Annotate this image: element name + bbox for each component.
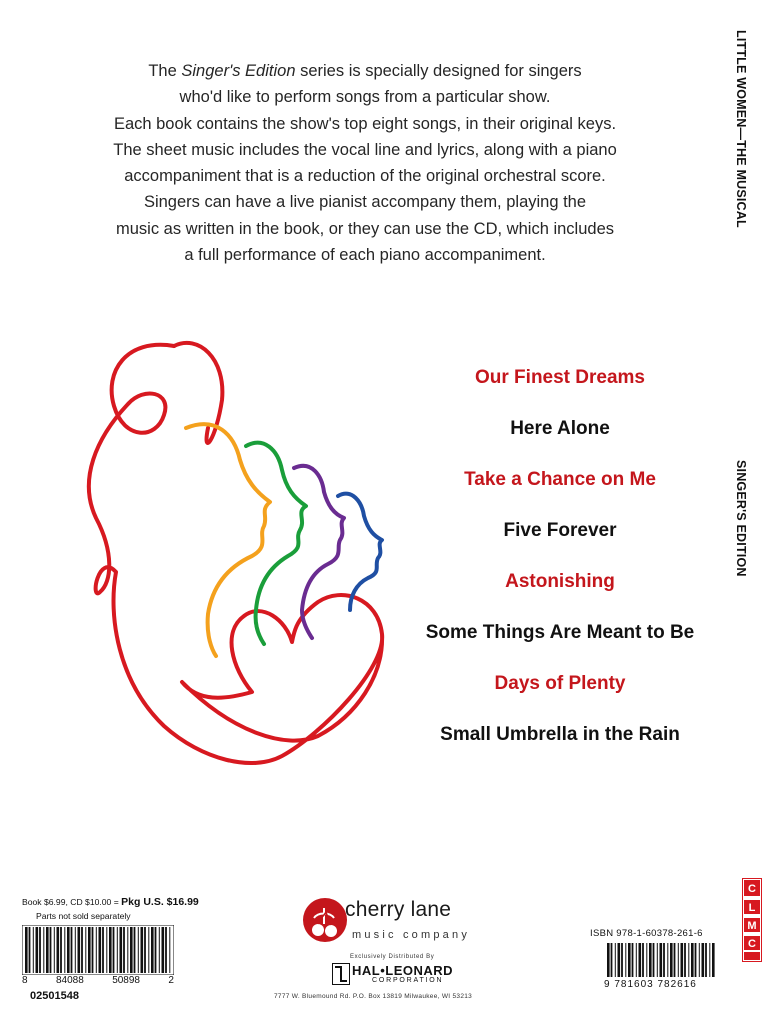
barcode-bar xyxy=(165,927,167,973)
barcode-bar xyxy=(611,943,613,977)
barcode-bar xyxy=(130,927,133,973)
distributed-by-label: Exclusively Distributed By xyxy=(350,954,435,960)
barcode-bar xyxy=(138,927,139,973)
barcode-bar xyxy=(657,943,658,977)
barcode-bar xyxy=(649,943,652,977)
barcode-bar xyxy=(695,943,697,977)
barcode-bar xyxy=(141,927,144,973)
distributor-address: 7777 W. Bluemound Rd. P.O. Box 13819 Milwaukee, WI 53213 xyxy=(274,993,473,1000)
barcode-bar xyxy=(615,943,616,977)
barcode-bar xyxy=(628,943,631,977)
isbn-barcode-digits: 9 781603 782616 xyxy=(604,979,697,990)
intro-line: accompaniment that is a reduction of the original orchestral score. xyxy=(124,167,606,186)
barcode-bar xyxy=(39,927,41,973)
barcode-bar xyxy=(29,927,31,973)
distributor-subtitle: CORPORATION xyxy=(372,977,444,984)
barcode-bar xyxy=(92,927,94,973)
publisher-subtitle: music company xyxy=(352,929,471,941)
barcode-bar xyxy=(120,927,123,973)
song-title: Five Forever xyxy=(503,520,617,541)
barcode-bar xyxy=(618,943,621,977)
barcode-bar xyxy=(663,943,665,977)
barcode-bar xyxy=(667,943,668,977)
barcode-bar xyxy=(151,927,154,973)
barcode-bar xyxy=(33,927,34,973)
barcode-bar xyxy=(109,927,112,973)
barcode-bar xyxy=(106,927,107,973)
barcode-bar xyxy=(117,927,118,973)
catalog-number: 02501548 xyxy=(30,990,79,1002)
barcode-bar xyxy=(85,927,86,973)
package-price: Pkg U.S. $16.99 xyxy=(121,896,199,908)
song-title: Small Umbrella in the Rain xyxy=(440,724,680,745)
intro-line-start: The xyxy=(148,62,182,80)
upc-digit-group: 84088 xyxy=(55,975,84,986)
barcode-bar xyxy=(169,927,170,973)
barcode-bar xyxy=(621,943,623,977)
price-line xyxy=(22,896,199,908)
clmc-letter: M xyxy=(747,920,757,932)
intro-paragraph xyxy=(60,58,670,268)
barcode-bar xyxy=(702,943,705,977)
barcode-bar xyxy=(71,927,73,973)
barcode-bar xyxy=(660,943,663,977)
song-title: Our Finest Dreams xyxy=(475,367,645,388)
isbn-text: ISBN 978-1-60378-261-6 xyxy=(590,928,703,939)
barcode-bar xyxy=(64,927,65,973)
intro-line: who'd like to perform songs from a particular show. xyxy=(179,88,551,107)
barcode-bar xyxy=(705,943,707,977)
intro-line-end: series is specially designed for singers xyxy=(295,62,582,80)
distributor-name: HAL•LEONARD xyxy=(352,963,454,978)
clmc-letter: C xyxy=(748,938,756,950)
spine-edition: SINGER'S EDITION xyxy=(734,460,748,577)
barcode-bar xyxy=(99,927,102,973)
barcode-bar xyxy=(607,943,610,977)
barcode-bar xyxy=(639,943,642,977)
barcode-bar xyxy=(144,927,146,973)
barcode-bar xyxy=(148,927,149,973)
barcode-bar xyxy=(75,927,76,973)
clmc-letter: C xyxy=(748,883,756,895)
intro-line: a full performance of each piano accompaniment. xyxy=(184,246,546,265)
intro-line: Singers can have a live pianist accompany them, playing the xyxy=(143,193,587,212)
barcode-bar xyxy=(691,943,694,977)
barcode-bar xyxy=(699,943,700,977)
intro-line: music as written in the book, or they can use the CD, which includes xyxy=(116,219,614,238)
barcode-bar xyxy=(646,943,647,977)
barcode-bar xyxy=(712,943,715,977)
barcode-bar xyxy=(709,943,710,977)
barcode-bar xyxy=(81,927,83,973)
upc-digit-group: 50898 xyxy=(112,975,140,986)
barcode-bar xyxy=(625,943,626,977)
barcode-bar xyxy=(681,943,684,977)
barcode-bar xyxy=(127,927,128,973)
price-breakdown: Book $6.99, CD $10.00 = xyxy=(22,897,122,907)
barcode-bar xyxy=(162,927,165,973)
hal-leonard-icon xyxy=(332,963,350,985)
parts-note: Parts not sold separately xyxy=(36,911,131,921)
barcode-bar xyxy=(674,943,676,977)
barcode-bar xyxy=(159,927,160,973)
song-title: Take a Chance on Me xyxy=(464,469,656,490)
song-title: Days of Plenty xyxy=(494,673,626,694)
barcode-bar xyxy=(78,927,81,973)
barcode-bar xyxy=(632,943,634,977)
upc-digits xyxy=(22,975,174,986)
clmc-logo xyxy=(742,878,762,962)
song-title: Here Alone xyxy=(510,418,610,439)
barcode-bar xyxy=(25,927,28,973)
barcode-bar xyxy=(636,943,637,977)
barcode-bar xyxy=(670,943,673,977)
isbn-barcode xyxy=(604,941,716,979)
barcode-bar xyxy=(96,927,97,973)
barcode-bar xyxy=(67,927,70,973)
song-title: Some Things Are Meant to Be xyxy=(425,622,695,643)
barcode-bar xyxy=(88,927,91,973)
barcode-bar xyxy=(155,927,157,973)
upc-digit-group: 8 xyxy=(22,975,28,986)
barcode-bar xyxy=(54,927,55,973)
series-name: Singer's Edition xyxy=(181,62,296,80)
barcode-bar xyxy=(653,943,655,977)
intro-line xyxy=(60,58,670,84)
barcode-bar xyxy=(678,943,679,977)
intro-line: Each book contains the show's top eight songs, in their original keys. xyxy=(113,114,617,133)
cherry-icon xyxy=(300,894,350,950)
intro-line: The sheet music includes the vocal line and lyrics, along with a piano xyxy=(113,140,617,159)
barcode-bar xyxy=(36,927,39,973)
barcode-bar xyxy=(43,927,44,973)
barcode-bar xyxy=(46,927,49,973)
barcode-bar xyxy=(642,943,644,977)
clmc-letter: L xyxy=(748,902,756,914)
ribbon-heart-artwork xyxy=(56,320,396,800)
spine-title: LITTLE WOMEN—THE MUSICAL xyxy=(734,30,748,228)
barcode-bar xyxy=(123,927,125,973)
publisher-name: cherry lane xyxy=(345,898,452,921)
barcode-bar xyxy=(102,927,104,973)
upc-barcode xyxy=(22,925,174,975)
barcode-bar xyxy=(50,927,52,973)
barcode-bar xyxy=(688,943,689,977)
song-list xyxy=(400,352,720,760)
barcode-bar xyxy=(113,927,115,973)
barcode-bar xyxy=(134,927,136,973)
barcode-bar xyxy=(684,943,686,977)
song-title: Astonishing xyxy=(505,571,615,592)
upc-digit-group: 2 xyxy=(168,975,174,986)
barcode-bar xyxy=(57,927,60,973)
barcode-bar xyxy=(60,927,62,973)
